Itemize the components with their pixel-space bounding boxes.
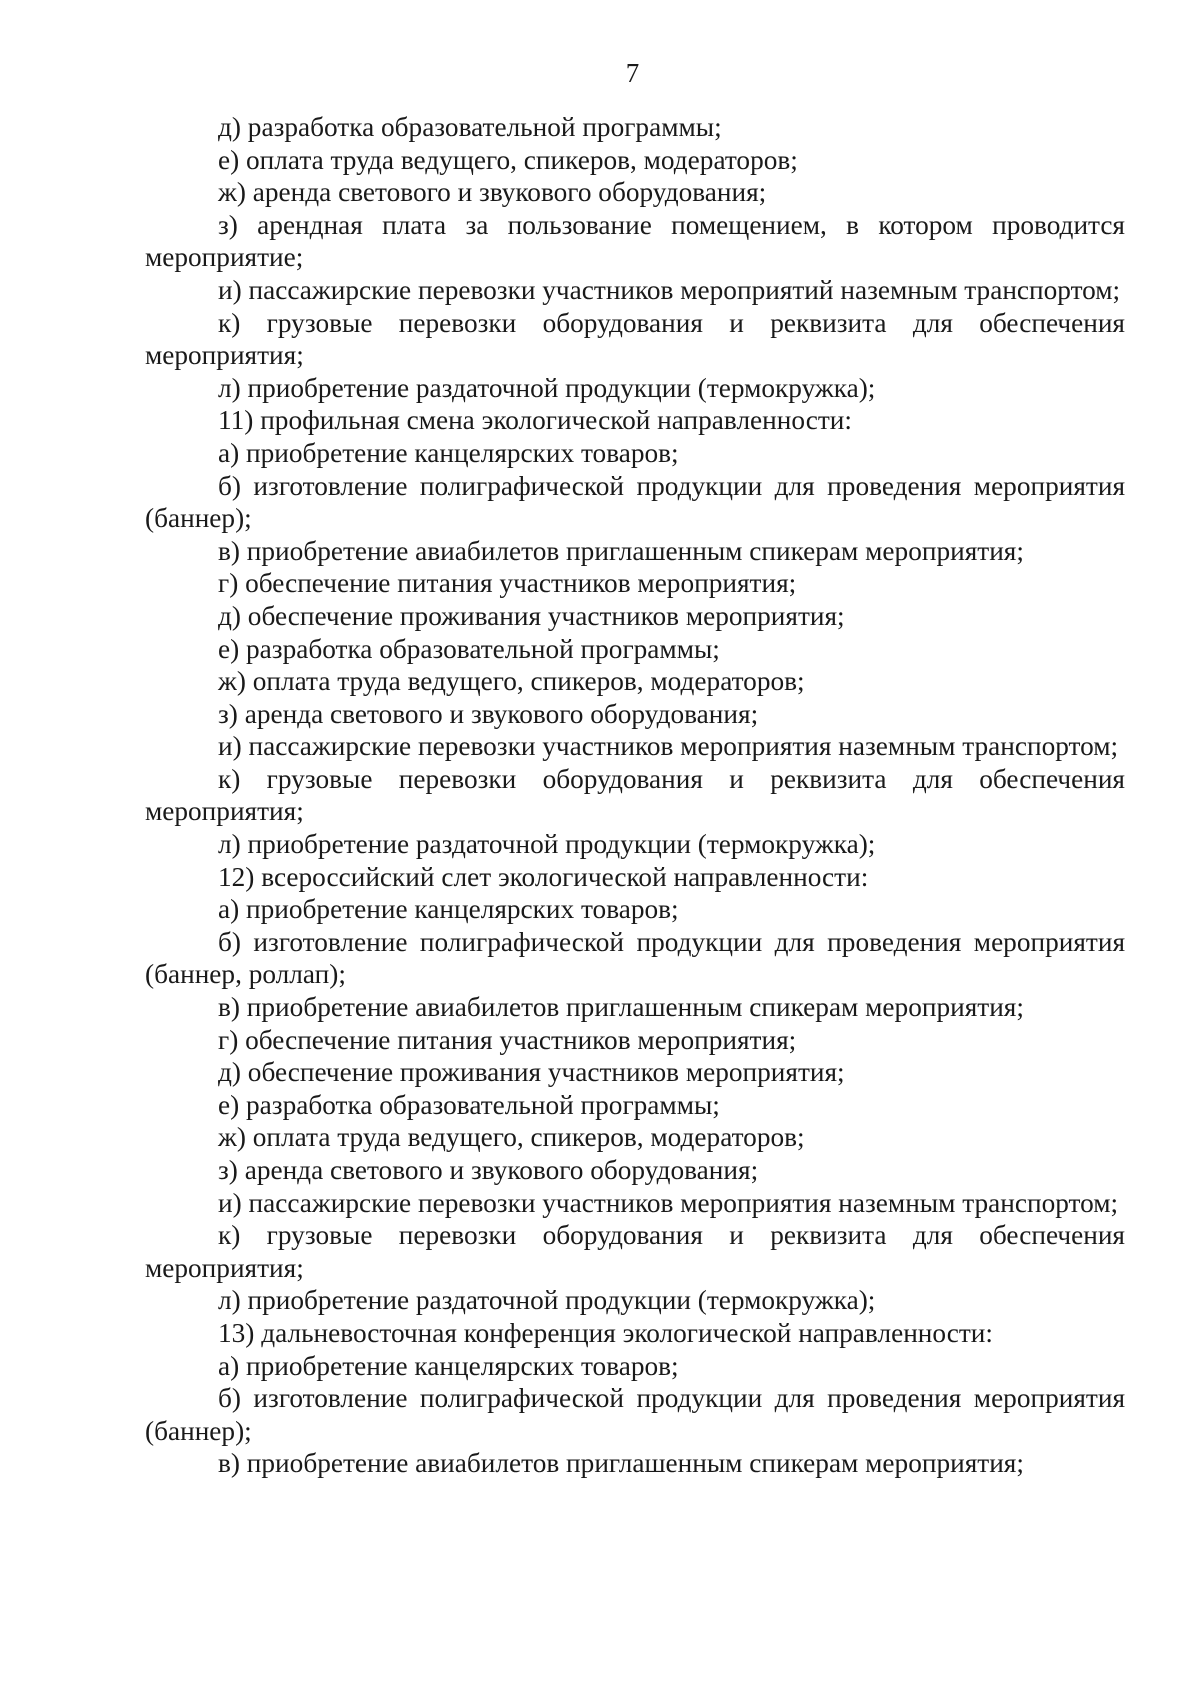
list-item: з) арендная плата за пользование помещением, в котором проводится мероприятие; xyxy=(145,209,1125,273)
document-body xyxy=(145,111,1125,1480)
list-item: ж) оплата труда ведущего, спикеров, модераторов; xyxy=(218,1122,805,1153)
list-item: д) обеспечение проживания участников мероприятия; xyxy=(218,600,845,631)
list-item: д) обеспечение проживания участников мероприятия; xyxy=(218,1057,845,1088)
list-item: а) приобретение канцелярских товаров; xyxy=(218,894,679,925)
list-item: г) обеспечение питания участников мероприятия; xyxy=(218,568,797,599)
list-item: б) изготовление полиграфической продукции для проведения мероприятия (баннер); xyxy=(145,1383,1125,1446)
page-number: 7 xyxy=(625,58,640,88)
list-item: к) грузовые перевозки оборудования и реквизита для обеспечения мероприятия; xyxy=(145,307,1125,371)
list-item: л) приобретение раздаточной продукции (термокружка); xyxy=(218,1285,876,1316)
list-item: л) приобретение раздаточной продукции (термокружка); xyxy=(218,372,876,403)
list-item: е) разработка образовательной программы; xyxy=(218,1089,720,1120)
list-item: з) аренда светового и звукового оборудования; xyxy=(218,1155,759,1185)
list-item: в) приобретение авиабилетов приглашенным спикерам мероприятия; xyxy=(218,1448,1024,1479)
list-item: б) изготовление полиграфической продукции для проведения мероприятия (баннер); xyxy=(145,470,1125,534)
list-item: з) аренда светового и звукового оборудования; xyxy=(218,698,759,729)
list-item: в) приобретение авиабилетов приглашенным спикерам мероприятия; xyxy=(218,992,1024,1023)
list-item: к) грузовые перевозки оборудования и реквизита для обеспечения мероприятия; xyxy=(145,1220,1125,1283)
list-item: е) разработка образовательной программы; xyxy=(218,633,720,664)
section-heading: 12) всероссийский слет экологической направленности: xyxy=(218,861,869,892)
list-item: г) обеспечение питания участников мероприятия; xyxy=(218,1024,797,1055)
list-item: л) приобретение раздаточной продукции (термокружка); xyxy=(218,829,876,860)
list-item: к) грузовые перевозки оборудования и реквизита для обеспечения мероприятия; xyxy=(145,763,1125,827)
section-heading: 13) дальневосточная конференция экологической направленности: xyxy=(218,1317,993,1348)
list-item: и) пассажирские перевозки участников мероприятия наземным транспортом; xyxy=(218,731,1119,762)
list-item: ж) аренда светового и звукового оборудования; xyxy=(218,177,767,208)
list-item: и) пассажирские перевозки участников мероприятия наземным транспортом; xyxy=(218,1187,1119,1218)
list-item: е) оплата труда ведущего, спикеров, модераторов; xyxy=(218,144,798,175)
list-item: а) приобретение канцелярских товаров; xyxy=(218,437,679,468)
list-item: и) пассажирские перевозки участников мероприятий наземным транспортом; xyxy=(218,274,1121,305)
list-item: ж) оплата труда ведущего, спикеров, модераторов; xyxy=(218,666,805,697)
section-heading: 11) профильная смена экологической направленности: xyxy=(218,405,852,436)
list-item: д) разработка образовательной программы; xyxy=(218,112,722,142)
list-item: в) приобретение авиабилетов приглашенным спикерам мероприятия; xyxy=(218,535,1024,566)
list-item: б) изготовление полиграфической продукции для проведения мероприятия (баннер, роллап); xyxy=(145,926,1125,990)
list-item: а) приобретение канцелярских товаров; xyxy=(218,1350,679,1381)
